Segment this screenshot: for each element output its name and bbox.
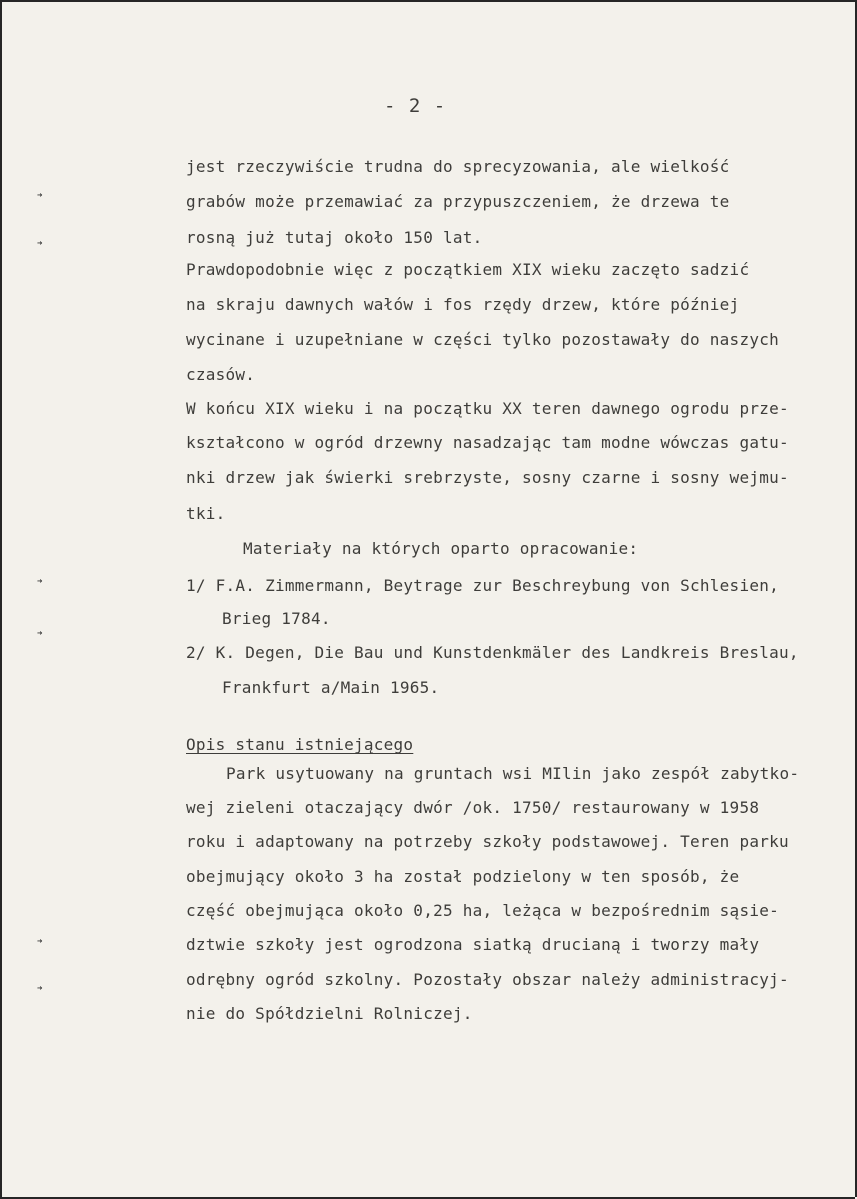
text-line: Park usytuowany na gruntach wsi MIlin jako zespół zabytko-	[226, 764, 800, 783]
text-line: nki drzew jak świerki srebrzyste, sosny czarne i sosny wejmu-	[186, 468, 789, 487]
text-line: obejmujący około 3 ha został podzielony w ten sposób, że	[186, 867, 740, 886]
sources-heading: Materiały na których oparto opracowanie:	[243, 539, 639, 558]
section-heading: Opis stanu istniejącego	[186, 735, 414, 754]
margin-mark-icon: ➜	[37, 984, 43, 994]
text-line: wycinane i uzupełniane w części tylko pozostawały do naszych	[186, 330, 779, 349]
scan-border-left	[0, 0, 6, 1197]
margin-mark-icon: ➜	[37, 577, 43, 587]
text-line: na skraju dawnych wałów i fos rzędy drzew, które później	[186, 295, 740, 314]
scan-border-bottom	[0, 1193, 855, 1199]
scan-border-right	[851, 0, 857, 1197]
text-line: odrębny ogród szkolny. Pozostały obszar należy administracyj-	[186, 970, 789, 989]
text-line: rosną już tutaj około 150 lat.	[186, 228, 483, 247]
text-line: wej zieleni otaczający dwór /ok. 1750/ restaurowany w 1958	[186, 798, 760, 817]
page-number: - 2 -	[384, 95, 447, 117]
text-line: roku i adaptowany na potrzeby szkoły podstawowej. Teren parku	[186, 832, 789, 851]
text-line: kształcono w ogród drzewny nasadzając tam modne wówczas gatu-	[186, 433, 789, 452]
source-item: 2/ K. Degen, Die Bau und Kunstdenkmäler des Landkreis Breslau,	[186, 643, 799, 662]
margin-mark-icon: ➜	[37, 937, 43, 947]
scan-border-top	[0, 0, 855, 8]
text-line: tki.	[186, 504, 226, 523]
text-line: dztwie szkoły jest ogrodzona siatką drucianą i tworzy mały	[186, 935, 760, 954]
margin-mark-icon: ➜	[37, 239, 43, 249]
margin-mark-icon: ➜	[37, 191, 43, 201]
text-line: nie do Spółdzielni Rolniczej.	[186, 1004, 473, 1023]
source-item-continued: Frankfurt a/Main 1965.	[222, 678, 440, 697]
margin-mark-icon: ➜	[37, 629, 43, 639]
text-line: część obejmująca około 0,25 ha, leżąca w bezpośrednim sąsie-	[186, 901, 779, 920]
source-item-continued: Brieg 1784.	[222, 609, 331, 628]
text-line: grabów może przemawiać za przypuszczeniem, że drzewa te	[186, 192, 730, 211]
text-line: czasów.	[186, 365, 256, 384]
text-line: W końcu XIX wieku i na początku XX teren dawnego ogrodu prze-	[186, 399, 789, 418]
text-line: Prawdopodobnie więc z początkiem XIX wieku zaczęto sadzić	[186, 260, 750, 279]
text-line: jest rzeczywiście trudna do sprecyzowania, ale wielkość	[186, 157, 730, 176]
source-item: 1/ F.A. Zimmermann, Beytrage zur Beschreybung von Schlesien,	[186, 576, 779, 595]
